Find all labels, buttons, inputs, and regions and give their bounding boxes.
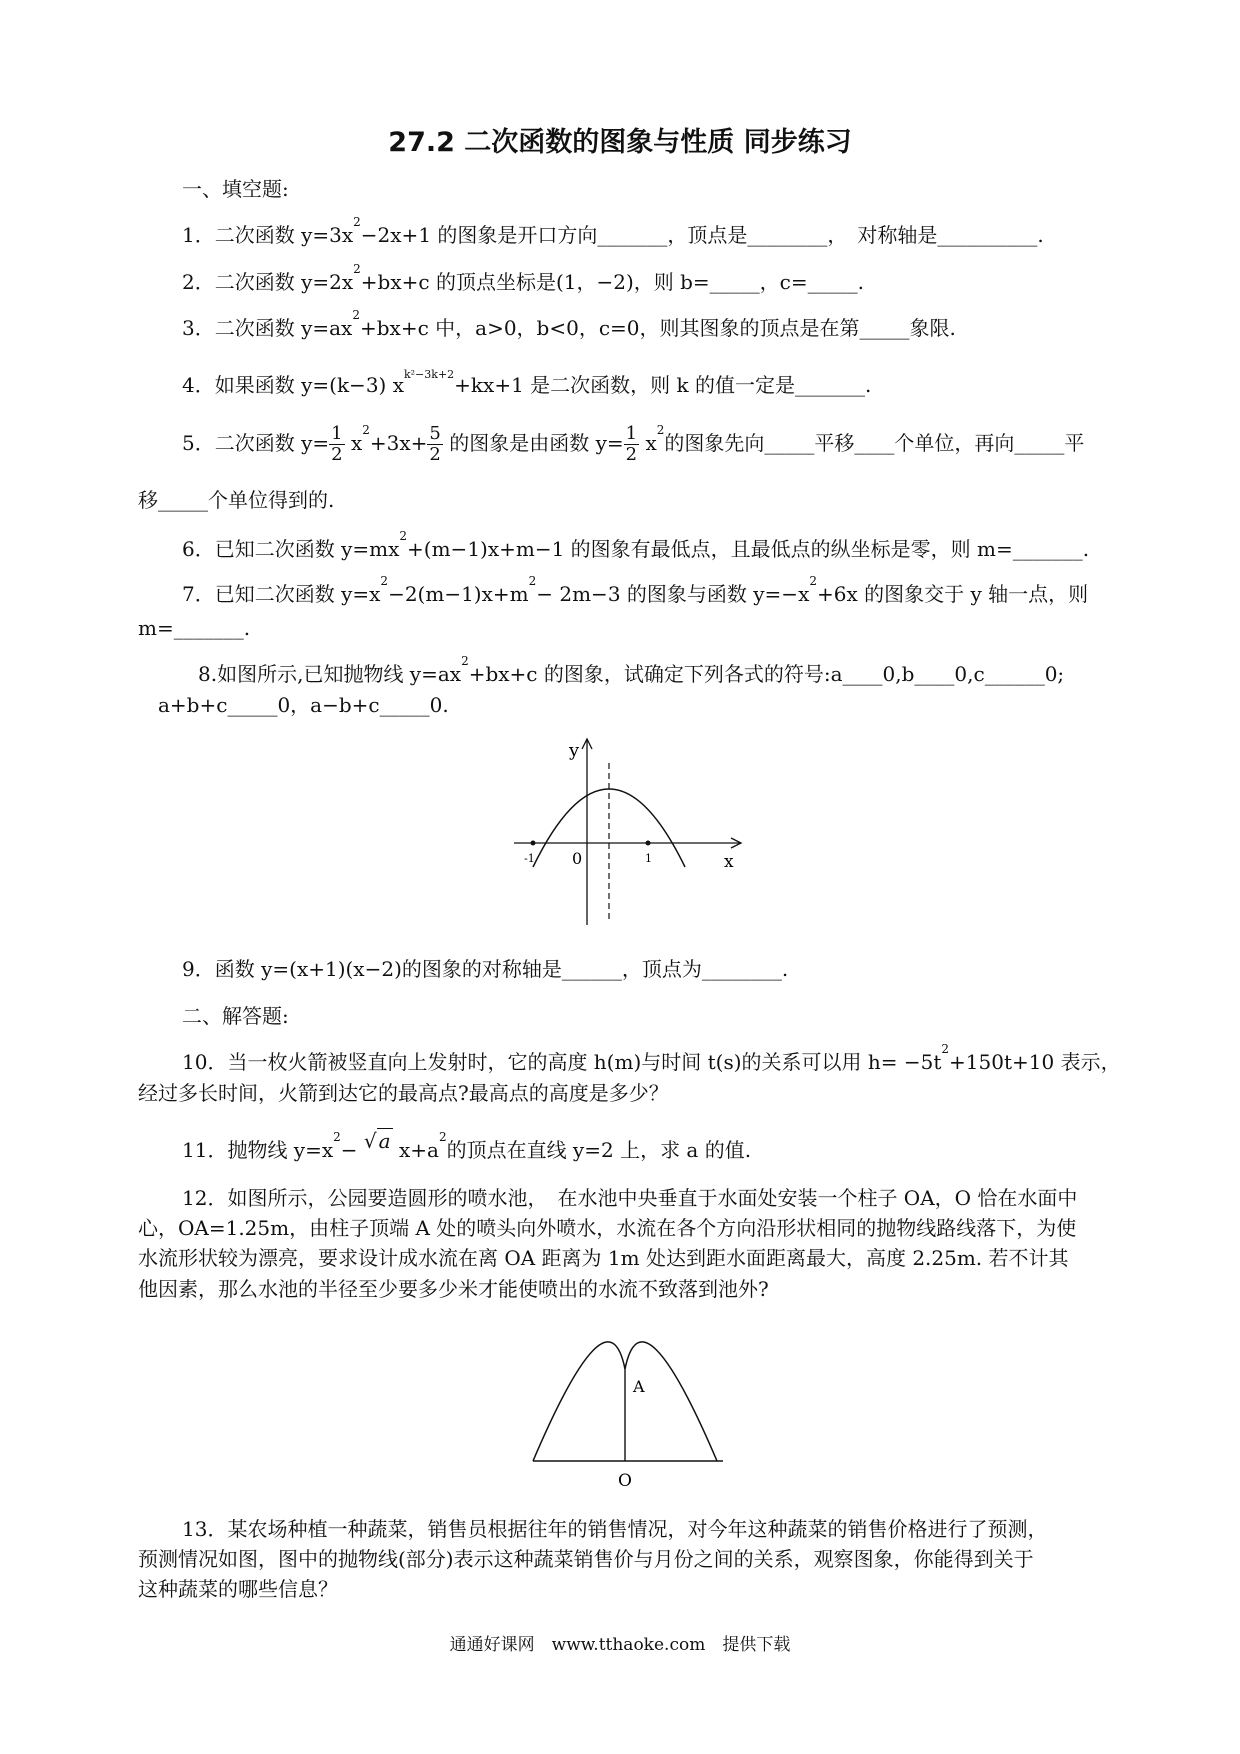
question-5 <box>182 418 1084 468</box>
q5-fraction-1-den: 2 <box>331 444 343 465</box>
question-2 <box>182 262 864 294</box>
origin-label: 0 <box>572 849 583 868</box>
q11-sup-1: 2 <box>333 1130 341 1145</box>
q5-text-b: x <box>344 431 363 455</box>
q2-text-b: +bx+c 的顶点坐标是(1，−2)，则 b=_____，c=_____. <box>360 270 864 294</box>
point-neg-one <box>531 841 536 846</box>
q10-sup: 2 <box>941 1042 950 1057</box>
sqrt-radical: √ a <box>363 1129 391 1153</box>
q6-text-b: +(m−1)x+m−1 的图象有最低点，且最低点的纵坐标是零，则 m=_______. <box>407 537 1090 561</box>
question-3 <box>182 308 956 340</box>
left-water-jet <box>533 1342 625 1461</box>
q11-text-d: 的顶点在直线 y=2 上，求 a 的值. <box>446 1138 752 1162</box>
q5-text-e: x <box>639 431 657 455</box>
q3-sup: 2 <box>352 308 360 323</box>
q5-sup-2: 2 <box>656 423 665 438</box>
q6-text-a: 6．已知二次函数 y=mx <box>182 537 400 561</box>
q7-sup-1: 2 <box>380 574 389 589</box>
q7-sup-2: 2 <box>528 574 537 589</box>
q5-fraction-1 <box>329 424 344 465</box>
q2-text-a: 2．二次函数 y=2x <box>182 270 354 294</box>
q7-text-a: 7．已知二次函数 y=x <box>182 582 381 606</box>
page-footer: 通通好课网 www.tthaoke.com 提供下载 <box>449 1635 791 1655</box>
question-12-line-3: 水流形状较为漂亮，要求设计成水流在离 OA 距离为 1m 处达到距水面距离最大，高度 2.25m. 若不计其 <box>138 1246 1069 1270</box>
q5-text-d: 的图象是由函数 y= <box>442 431 624 455</box>
q5-fraction-3-num: 1 <box>625 423 638 444</box>
parabola-graph <box>509 731 750 933</box>
y-axis-label: y <box>569 740 580 761</box>
question-5-line-2: 移_____个单位得到的. <box>138 488 335 512</box>
q7-sup-3: 2 <box>809 574 817 589</box>
tick-label-one: 1 <box>645 852 652 865</box>
q5-text-f: 的图象先向_____平移____个单位，再向_____平 <box>664 431 1085 455</box>
label-o: O <box>618 1471 632 1491</box>
question-8 <box>198 654 1065 686</box>
question-10-line-2: 经过多长时间，火箭到达它的最高点?最高点的高度是多少？ <box>138 1081 669 1105</box>
q8-text-b: +bx+c 的图象，试确定下列各式的符号:a____0,b____0,c______0; <box>468 662 1065 686</box>
q4-text-b: +kx+1 是二次函数，则 k 的值一定是_______. <box>454 373 872 397</box>
q1-sup: 2 <box>353 215 361 230</box>
q7-text-b: −2(m−1)x+m <box>388 582 529 606</box>
question-8-line-2: a+b+c_____0，a−b+c_____0. <box>158 693 449 717</box>
question-7-line-2: m=_______. <box>138 616 251 640</box>
point-one <box>646 841 651 846</box>
question-12-line-4: 他因素，那么水池的半径至少要多少米才能使喷出的水流不致落到池外? <box>138 1277 769 1301</box>
fountain-figure <box>528 1320 728 1494</box>
q1-text-a: 1．二次函数 y=3x <box>182 223 354 247</box>
x-axis-label: x <box>724 852 734 872</box>
q11-sup-2: 2 <box>438 1130 447 1145</box>
question-1 <box>182 215 1044 247</box>
q2-sup: 2 <box>353 262 361 277</box>
question-7 <box>182 574 1089 606</box>
question-12-line-2: 心，OA=1.25m，由柱子顶端 A 处的喷头向外喷水，水流在各个方向沿形状相同的抛物线路线落下，为使 <box>138 1216 1077 1240</box>
page-title: 27.2 二次函数的图象与性质 同步练习 <box>388 127 852 158</box>
question-11 <box>182 1129 752 1162</box>
q7-text-c: − 2m−3 的图象与函数 y=−x <box>536 582 810 606</box>
q3-text-a: 3．二次函数 y=ax <box>182 316 353 340</box>
q5-fraction-3 <box>624 424 639 465</box>
question-13-line-1: 13．某农场种植一种蔬菜，销售员根据往年的销售情况，对今年这种蔬菜的销售价格进行了预测， <box>182 1517 1048 1541</box>
q4-text-a: 4．如果函数 y=(k−3) x <box>182 373 404 397</box>
fountain-diagram <box>528 1320 728 1494</box>
section-heading-solve: 二、解答题: <box>182 1004 289 1028</box>
question-10 <box>182 1042 1121 1074</box>
question-12-line-1: 12．如图所示，公园要造圆形的喷水池， 在水池中央垂直于水面处安装一个柱子 OA，O 恰在水面中 <box>182 1186 1078 1210</box>
right-water-jet <box>625 1342 717 1461</box>
question-4 <box>182 368 872 397</box>
question-6 <box>182 529 1090 561</box>
q5-fraction-2-den: 2 <box>429 444 441 465</box>
q1-text-b: −2x+1 的图象是开口方向_______，顶点是________， 对称轴是__________. <box>360 223 1044 247</box>
q11-text-b: − <box>340 1138 364 1162</box>
q8-text-a: 8.如图所示,已知抛物线 y=ax <box>198 662 462 686</box>
q7-text-d: +6x 的图象交于 y 轴一点，则 <box>817 582 1089 606</box>
q10-text-a: 10．当一枚火箭被竖直向上发射时，它的高度 h(m)与时间 t(s)的关系可以用 h= −5t <box>182 1050 942 1074</box>
q5-text-a: 5．二次函数 y= <box>182 431 330 455</box>
q5-text-c: +3x+ <box>369 431 428 455</box>
section-heading-fill-blank: 一、填空题: <box>182 177 289 201</box>
q5-fraction-2 <box>427 424 442 465</box>
q8-sup: 2 <box>461 654 469 669</box>
question-13-line-2: 预测情况如图，图中的抛物线(部分)表示这种蔬菜销售价与月份之间的关系，观察图象，你能得到关于 <box>138 1547 1034 1571</box>
q5-fraction-2-num: 5 <box>429 423 441 444</box>
q11-text-c: x+a <box>392 1138 439 1162</box>
question-13-line-3: 这种蔬菜的哪些信息？ <box>138 1577 338 1601</box>
q3-text-b: +bx+c 中，a>0，b<0，c=0，则其图象的顶点是在第_____象限. <box>359 316 956 340</box>
label-a: A <box>633 1377 645 1396</box>
sqrt-radicand: a <box>378 1129 391 1153</box>
tick-label-neg-one: -1 <box>524 852 535 865</box>
q5-fraction-3-den: 2 <box>625 444 638 465</box>
q11-text-a: 11．抛物线 y=x <box>182 1138 334 1162</box>
q5-sup-1: 2 <box>362 423 370 438</box>
q4-exponent: k²−3k+2 <box>403 368 455 381</box>
question-9: 9．函数 y=(x+1)(x−2)的图象的对称轴是______，顶点为________. <box>182 957 789 981</box>
q10-text-b: +150t+10 表示， <box>949 1050 1121 1074</box>
parabola-figure <box>509 731 750 933</box>
q5-fraction-1-num: 1 <box>331 423 343 444</box>
q6-sup: 2 <box>399 529 408 544</box>
